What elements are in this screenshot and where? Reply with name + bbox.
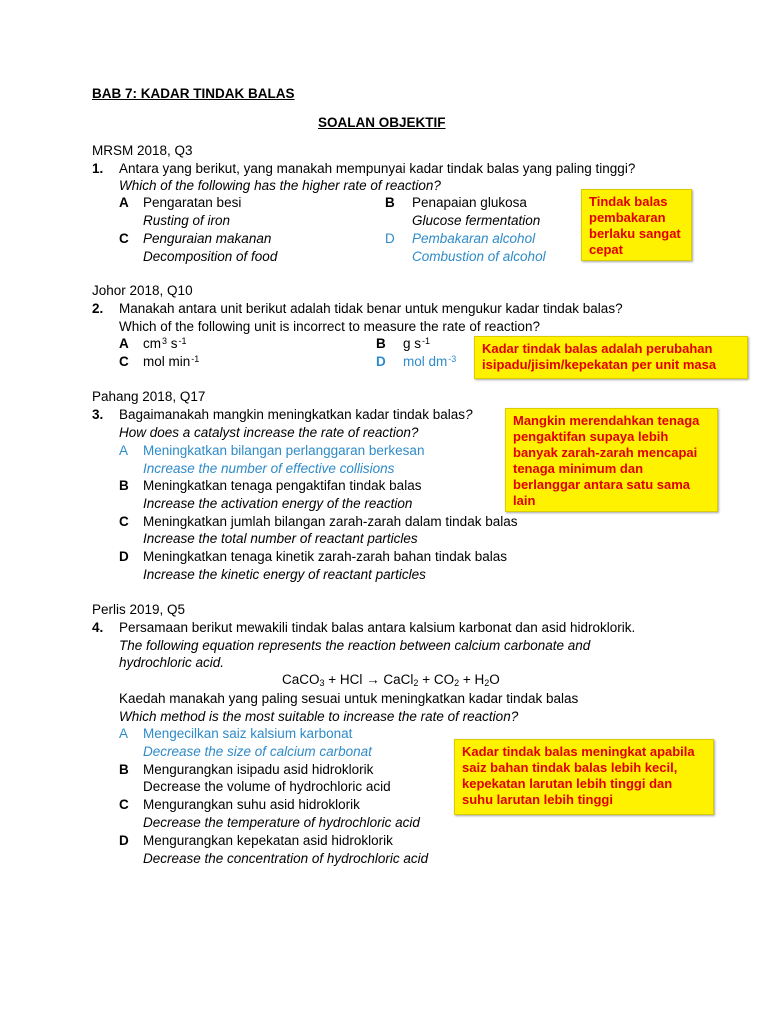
q1-option-b-letter: B: [385, 195, 395, 210]
q3-source: Pahang 2018, Q17: [92, 389, 206, 404]
q1-text-english: Which of the following has the higher rate of reaction?: [119, 178, 441, 193]
q2-option-c-letter: C: [119, 354, 129, 369]
q2-option-b-letter: B: [376, 336, 386, 351]
q3-answer-note: Mangkin merendahkan tenaga pengaktifan supaya lebih banyak zarah-zarah mencapai tenaga minimum dan berlanggar antara satu sama lain: [505, 408, 718, 512]
q2-option-d-unit: mol $dm^{-3}$: [403, 354, 457, 369]
q4-number: 4.: [92, 620, 104, 635]
q3-option-c-malay: Meningkatkan jumlah bilangan zarah-zarah dalam tindak balas: [143, 514, 518, 529]
q4-text-english-3: Which method is the most suitable to increase the rate of reaction?: [119, 709, 519, 724]
q4-option-c-letter: C: [119, 797, 129, 812]
q1-option-d-letter: D: [385, 231, 395, 246]
q2-option-d-letter: D: [376, 354, 386, 369]
q1-option-d-malay: Pembakaran alcohol: [412, 231, 536, 246]
q3-option-d-english: Increase the kinetic energy of reactant particles: [143, 567, 426, 582]
q3-option-a-english: Increase the number of effective collisions: [143, 461, 395, 476]
q1-option-a-letter: A: [119, 195, 129, 210]
q4-option-c-malay: Mengurangkan suhu asid hidroklorik: [143, 797, 360, 812]
q1-source: MRSM 2018, Q3: [92, 143, 193, 158]
q1-option-d-english: Combustion of alcohol: [412, 249, 546, 264]
q1-answer-note: Tindak balas pembakaran berlaku sangat cepat: [581, 189, 692, 261]
q4-option-a-letter: A: [119, 726, 129, 741]
q2-source: Johor 2018, Q10: [92, 283, 193, 298]
q3-number: 3.: [92, 407, 104, 422]
q4-option-b-letter: B: [119, 762, 129, 777]
q2-option-a-unit: $cm^3$ $s^{-1}$: [143, 336, 187, 351]
q3-option-c-english: Increase the total number of reactant particles: [143, 531, 418, 546]
q4-option-b-english: Decrease the volume of hydrochloric acid: [143, 779, 391, 794]
q2-answer-note: Kadar tindak balas adalah perubahan isipadu/jisim/kepekatan per unit masa: [474, 336, 748, 379]
q4-text-malay: Persamaan berikut mewakili tindak balas antara kalsium karbonat dan asid hidroklorik.: [119, 620, 636, 635]
q2-option-c-unit: mol $\min^{-1}$: [143, 354, 200, 369]
q4-text-english-2: hydrochloric acid.: [119, 655, 225, 670]
q3-option-d-malay: Meningkatkan tenaga kinetik zarah-zarah bahan tindak balas: [143, 549, 507, 564]
q3-option-a-letter: A: [119, 443, 129, 458]
q3-text-english: How does a catalyst increase the rate of reaction?: [119, 425, 419, 440]
q1-option-b-malay: Penapaian glukosa: [412, 195, 527, 210]
q4-option-d-letter: D: [119, 833, 129, 848]
q1-number: 1.: [92, 161, 104, 176]
q4-option-b-malay: Mengurangkan isipadu asid hidroklorik: [143, 762, 374, 777]
section-title: SOALAN OBJEKTIF: [318, 115, 446, 130]
q4-text-malay-2: Kaedah manakah yang paling sesuai untuk meningkatkan kadar tindak balas: [119, 691, 579, 706]
q1-option-b-english: Glucose fermentation: [412, 213, 541, 228]
q2-number: 2.: [92, 301, 104, 316]
q3-option-b-letter: B: [119, 478, 129, 493]
q3-option-b-malay: Meningkatkan tenaga pengaktifan tindak balas: [143, 478, 422, 493]
q2-text-english: Which of the following unit is incorrect to measure the rate of reaction?: [119, 319, 540, 334]
q4-text-english-1: The following equation represents the reaction between calcium carbonate and: [119, 638, 591, 653]
q4-source: Perlis 2019, Q5: [92, 602, 186, 617]
q4-option-d-malay: Mengurangkan kepekatan asid hidroklorik: [143, 833, 393, 848]
q1-option-a-malay: Pengaratan besi: [143, 195, 242, 210]
page-title: BAB 7: KADAR TINDAK BALAS: [92, 86, 295, 101]
q3-option-c-letter: C: [119, 514, 129, 529]
q2-option-b-unit: g $s^{-1}$: [403, 336, 431, 351]
q3-option-d-letter: D: [119, 549, 129, 564]
q2-text-malay: Manakah antara unit berikut adalah tidak benar untuk mengukur kadar tindak balas?: [119, 301, 623, 316]
q2-option-a-letter: A: [119, 336, 129, 351]
q4-option-d-english: Decrease the concentration of hydrochloric acid: [143, 851, 429, 866]
q1-text-malay: Antara yang berikut, yang manakah mempunyai kadar tindak balas yang paling tinggi?: [119, 161, 636, 176]
q3-text-malay: Bagaimanakah mangkin meningkatkan kadar tindak balas?: [119, 407, 473, 422]
q1-option-c-letter: C: [119, 231, 129, 246]
q3-option-b-english: Increase the activation energy of the reaction: [143, 496, 413, 511]
q1-option-c-malay: Penguraian makanan: [143, 231, 272, 246]
q4-option-a-english: Decrease the size of calcium carbonat: [143, 744, 372, 759]
q1-option-c-english: Decomposition of food: [143, 249, 278, 264]
q4-answer-note: Kadar tindak balas meningkat apabila saiz bahan tindak balas lebih kecil, kepekatan larutan lebih tinggi dan suhu larutan lebih tinggi: [454, 739, 714, 815]
q4-option-c-english: Decrease the temperature of hydrochloric acid: [143, 815, 420, 830]
q4-equation: CaCO$_3$ + HCl → CaCl$_2$ + $CO_2 + H_2O$: [282, 672, 500, 688]
q4-option-a-malay: Mengecilkan saiz kalsium karbonat: [143, 726, 353, 741]
q1-option-a-english: Rusting of iron: [143, 213, 231, 228]
q3-option-a-malay: Meningkatkan bilangan perlanggaran berkesan: [143, 443, 425, 458]
